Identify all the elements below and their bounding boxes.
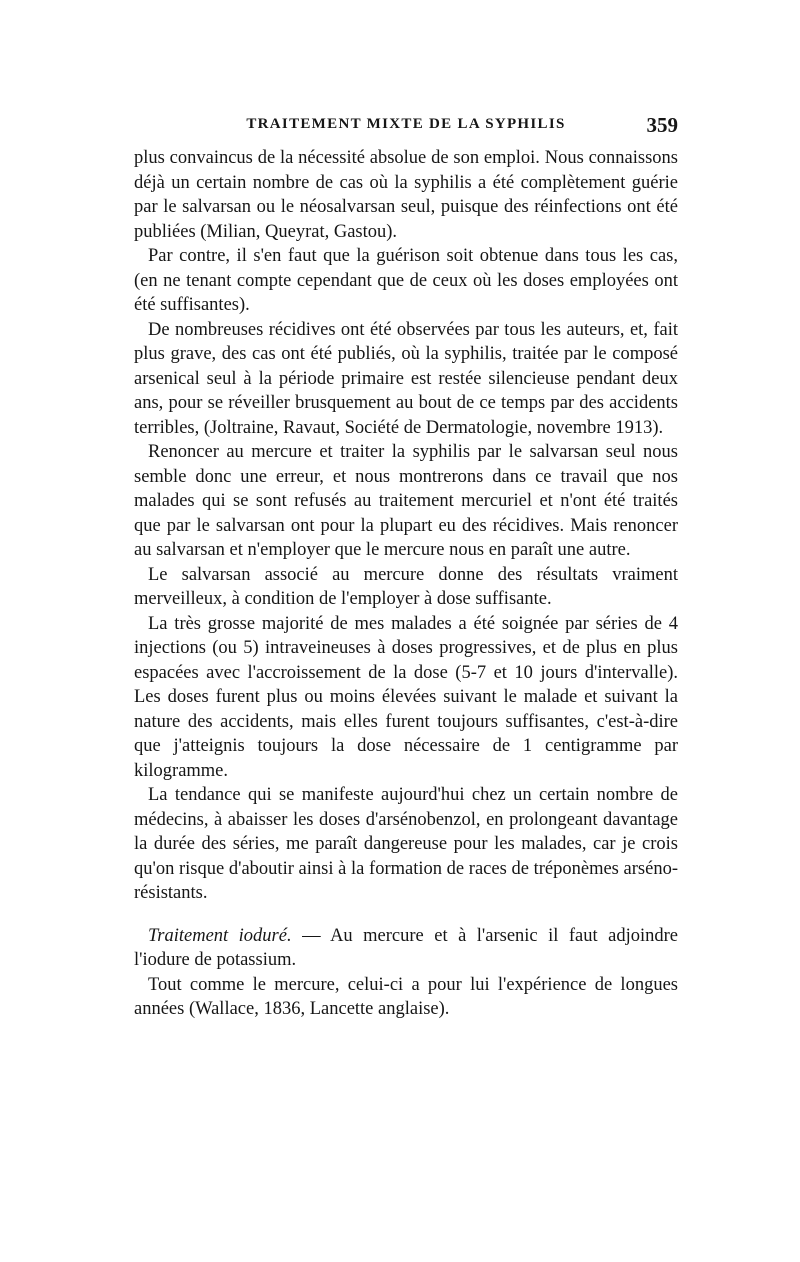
page-number: 359: [646, 113, 678, 137]
section-paragraph: [134, 924, 678, 973]
paragraph: Tout comme le mercure, celui-ci a pour lui l'expérience de longues années (Wallace, 1836, Lancette anglaise).: [134, 974, 678, 1019]
paragraph: La très grosse majorité de mes malades a été soignée par séries de 4 injections (ou 5) intraveineuses à doses progressives, et de plus en plus espacées avec l'accroissement de la dose (5-7 et 10 jours d'intervalle). Les doses furent plus ou moins élevées suivant le malade et suivant la nature des accidents, mais elles furent toujours suffisantes, c'est-à-dire que j'atteignis toujours la dose nécessaire de 1 centigramme par kilogramme.: [134, 613, 678, 781]
section-heading: Traitement ioduré.: [148, 925, 292, 946]
section-gap: [134, 906, 678, 924]
running-title: TRAITEMENT MIXTE DE LA SYPHILIS: [246, 116, 566, 132]
paragraph: La tendance qui se manifeste aujourd'hui chez un certain nombre de médecins, à abaisser les doses d'arsénobenzol, en prolongeant davantage la durée des séries, me paraît dangereuse pour les malades, car je crois qu'on risque d'aboutir ainsi à la formation de races de tréponèmes arséno-résistants.: [134, 785, 678, 903]
paragraph: De nombreuses récidives ont été observées par tous les auteurs, et, fait plus grave, des cas ont été publiés, où la syphilis, traitée par le composé arsenical seul à la période primaire est restée silencieuse pendant deux ans, pour se réveiller brusquement au bout de ce temps par des accidents terribles, (Joltraine, Ravaut, Société de Dermatologie, novembre 1913).: [134, 319, 678, 438]
section-dash: —: [291, 925, 331, 946]
paragraph: Le salvarsan associé au mercure donne des résultats vraiment merveilleux, à condition de l'employer à dose suffisante.: [134, 564, 678, 609]
running-head: [134, 113, 678, 140]
paragraph: plus convaincus de la nécessité absolue de son emploi. Nous connaissons déjà un certain nombre de cas où la syphilis a été complètement guérie par le salvarsan ou le néosalvarsan seul, puisque des réinfections ont été publiées (Milian, Queyrat, Gastou).: [134, 148, 678, 242]
paragraph: Renoncer au mercure et traiter la syphilis par le salvarsan seul nous semble donc une erreur, et nous montrerons dans ce travail que nos malades qui se sont refusés au traitement mercuriel et n'ont été traités que par le salvarsan ont pour la plupart eu des récidives. Mais renoncer au salvarsan et n'employer que le mercure nous en paraît une autre.: [134, 442, 678, 560]
section-intro: Au mercure et à l'arsenic il faut adjoindre l'iodure de potassium.: [134, 925, 679, 970]
body-text: [134, 146, 678, 1022]
paragraph: Par contre, il s'en faut que la guérison soit obtenue dans tous les cas, (en ne tenant compte cependant que de ceux où les doses employées ont été suffisantes).: [134, 246, 678, 315]
